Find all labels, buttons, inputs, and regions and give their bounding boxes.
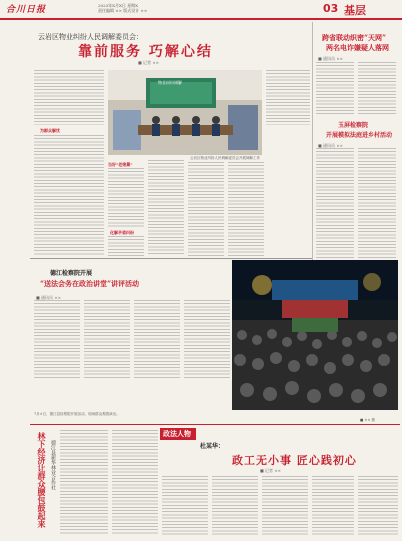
section-name: 基层 [344,4,366,17]
main-photo [108,70,262,155]
section-divider-1 [30,258,312,259]
newspaper-logo: 合川日报 [6,5,47,15]
bottom-left-body-2 [112,430,158,535]
bottom-kicker: 杜某华： [200,443,225,450]
main-subhead-1: 为群众解忧 [40,128,60,133]
bottom-headline: 政工无小事 匠心践初心 [232,454,357,467]
left-mid-body-2 [84,300,130,378]
bottom-body-3 [262,476,308,536]
main-subhead-3: 化解矛盾纠纷 [110,230,134,235]
right-mid-kicker: 玉屏检察院 [338,122,369,129]
left-mid-body-1 [34,300,80,378]
bottom-byline: ■ 记者 ×× [260,468,282,473]
left-mid-body-3 [134,300,180,378]
main-kicker: 云岩区物业纠纷人民调解委员会： [38,33,143,41]
meeting-room-photo [108,70,262,155]
main-byline: ■ 记者 ×× [138,60,160,65]
date-line [98,3,147,13]
left-mid-body-4 [184,300,230,378]
main-headline: 靠前服务 巧解心结 [78,44,213,60]
editor-line: 责任编辑 ×× 版式设计 ×× [98,8,148,13]
right-top-headline-1: 跨省联动织密“天网” [322,33,387,42]
right-top-body-1 [316,62,354,114]
right-mid-body-2 [358,148,396,258]
main-body-col-2 [108,168,144,228]
right-mid-headline: 开展模拟法庭进乡村活动 [326,132,393,139]
bottom-body-1 [162,476,208,536]
main-body-col-3 [148,160,184,256]
main-body-col-1 [34,135,104,255]
bottom-left-vertical-headline: 林下经济让群众腰包鼓起来 [37,432,47,528]
masthead [0,0,402,20]
right-top-headline-2: 两名电诈嫌疑人落网 [326,43,389,52]
bottom-body-4 [312,476,354,536]
photo-banner-text: 物业纠纷调解 [158,80,182,85]
crowd-photo [232,260,398,410]
crowd-photo-caption: 7月×日，德江县检察院开展活动，现场群众观看演出。 [34,412,120,416]
section-tag: 政法人物 [163,429,191,438]
issue-date: 2023年X月X日 星期X [98,3,138,8]
main-body-col-4 [188,162,224,256]
column-divider [312,22,313,282]
right-mid-byline: ■ 通讯员 ×× [318,143,344,148]
crowd-photo-credit: ■ ×× 摄 [360,418,375,422]
left-mid-headline: “送法会务在政治讲堂”讲评活动 [40,279,140,288]
bottom-body-2 [212,476,258,536]
main-subhead-2: 当好“老娘舅” [108,162,133,167]
main-body-col-2b [108,236,144,256]
main-body-col-5 [228,162,264,256]
right-top-byline: ■ 通讯员 ×× [318,56,344,61]
bottom-left-vertical-sub: 德江县新华林业合作社 [50,440,56,490]
right-top-body-2 [358,62,396,114]
bottom-body-5 [358,476,398,536]
right-mid-body-1 [316,148,354,258]
page-number: 03 [323,2,339,15]
main-lead-text [34,70,104,125]
main-photo-caption: 云岩区物业纠纷人民调解委员会开展调解工作 [190,156,260,160]
section-divider-2 [30,424,400,425]
bottom-left-body-1 [60,430,108,535]
main-body-col-6 [266,70,310,125]
left-mid-byline: ■ 通讯员 ×× [36,295,62,300]
night-event-photo [232,260,398,410]
left-mid-kicker: 德江检察院开展 [50,270,93,277]
